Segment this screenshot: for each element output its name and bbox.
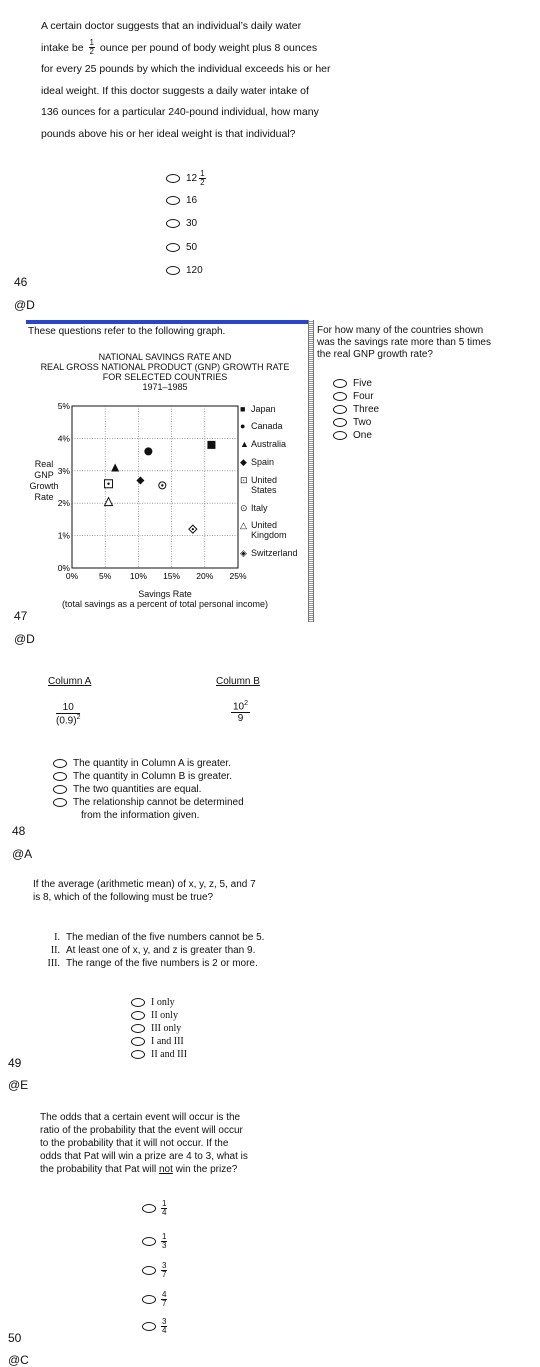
answer-key: @A — [12, 847, 33, 861]
fraction-half: $\frac{1}{2}$ — [200, 169, 205, 187]
chart-title-line: 1971–1985 — [142, 382, 188, 392]
answer-option[interactable] — [131, 1035, 187, 1048]
stem-line: to the probability that it will not occur. If the — [40, 1138, 229, 1149]
data-point — [207, 441, 215, 449]
option-label: The quantity in Column B is greater. — [73, 771, 232, 782]
stem-line: The odds that a certain event will occur is the — [40, 1112, 241, 1123]
answer-key: @D — [14, 298, 35, 312]
data-point-center — [192, 528, 194, 530]
question-48-stem — [33, 878, 256, 904]
option-label: I only — [151, 997, 175, 1008]
radio-icon[interactable] — [142, 1204, 156, 1213]
legend-symbol-icon: ◆ — [240, 457, 247, 467]
x-tick-label: 5% — [99, 571, 112, 581]
legend-label-line: United — [251, 475, 278, 485]
radio-icon[interactable] — [131, 998, 145, 1007]
option-label: Five — [353, 378, 372, 389]
legend-label-line: Spain — [251, 457, 275, 467]
denominator: $(0.9)^2$ — [56, 714, 81, 727]
denominator: 9 — [237, 713, 244, 725]
option-fraction: $\frac{1}{3}$ — [162, 1232, 167, 1250]
data-point — [105, 498, 113, 506]
answer-option[interactable] — [142, 1262, 169, 1279]
radio-icon[interactable] — [131, 1024, 145, 1033]
y-tick-label: 4% — [57, 433, 70, 444]
question-number: 46 — [14, 275, 28, 289]
question-number: 48 — [12, 824, 26, 838]
scatter-chart — [50, 400, 250, 582]
radio-icon[interactable] — [166, 196, 180, 205]
plot-frame — [72, 406, 238, 568]
answer-option[interactable] — [131, 996, 187, 1009]
legend-symbol-icon: ● — [240, 421, 246, 431]
radio-icon[interactable] — [131, 1050, 145, 1059]
legend-label — [251, 439, 286, 449]
legend-label — [251, 475, 277, 495]
radio-icon[interactable] — [53, 798, 67, 807]
chart-title — [20, 352, 310, 392]
x-tick-label: 10% — [129, 571, 147, 581]
stem-line: If the average (arithmetic mean) of x, y, z, 5, and 7 — [33, 879, 256, 890]
statement: I. The median of the five numbers cannot be 5. — [54, 932, 265, 943]
data-point-center — [161, 484, 163, 486]
legend-symbol-icon: ◈ — [240, 548, 247, 558]
x-axis-label — [20, 589, 310, 609]
legend-symbol-icon: ⊡ — [240, 475, 248, 485]
option-label: 50 — [186, 242, 198, 253]
stem-line: the real GNP growth rate? — [317, 349, 433, 360]
question-number: 47 — [14, 609, 28, 623]
answer-option[interactable] — [131, 1048, 187, 1061]
radio-icon[interactable] — [166, 174, 180, 183]
stem-line: pounds above his or her ideal weight is that individual? — [41, 127, 296, 140]
legend-entry — [240, 503, 268, 513]
stem-line: A certain doctor suggests that an individual’s daily water — [41, 20, 302, 32]
answer-option[interactable] — [166, 170, 208, 187]
y-label-line: Rate — [34, 492, 54, 502]
option-label: Four — [353, 391, 374, 402]
legend-symbol-icon: ▲ — [240, 439, 249, 449]
answer-option[interactable] — [333, 429, 379, 442]
legend-label-line: Italy — [251, 503, 268, 513]
answer-option[interactable] — [333, 403, 379, 416]
legend-symbol-icon: ■ — [240, 404, 246, 414]
data-point — [111, 464, 119, 472]
question-number: 49 — [8, 1056, 22, 1070]
data-point — [136, 477, 144, 485]
question-45-stem — [41, 16, 401, 145]
legend-label-line: United — [251, 520, 278, 530]
statement: III. The range of the five numbers is 2 or more. — [47, 958, 258, 969]
answer-option[interactable] — [142, 1291, 169, 1308]
stem-line: 136 ounces for a particular 240-pound individual, how many — [41, 106, 319, 118]
legend-entry — [240, 520, 287, 540]
stem-line: ideal weight. If this doctor suggests a daily water intake of — [41, 84, 309, 97]
stem-line: was the savings rate more than 5 times — [317, 337, 491, 348]
option-label: I and III — [151, 1036, 184, 1047]
question-number: 50 — [8, 1331, 22, 1345]
radio-icon[interactable] — [142, 1295, 156, 1304]
question-48-options — [131, 996, 187, 1061]
answer-key: @E — [8, 1078, 29, 1092]
radio-icon[interactable] — [166, 266, 180, 275]
answer-option[interactable] — [142, 1233, 169, 1250]
answer-option[interactable] — [53, 770, 244, 783]
answer-option[interactable] — [131, 1022, 187, 1035]
legend-label-line: Australia — [251, 439, 287, 449]
data-point-center — [107, 483, 109, 485]
answer-option[interactable] — [53, 783, 244, 796]
question-47-options — [53, 757, 244, 822]
y-label-line: GNP — [34, 470, 54, 480]
answer-option[interactable] — [166, 218, 197, 229]
answer-option[interactable] — [142, 1200, 169, 1217]
radio-icon[interactable] — [333, 431, 347, 440]
question-46-stem — [317, 325, 537, 361]
stem-line: ratio of the probability that the event will occur — [40, 1125, 243, 1136]
stem-line: odds that Pat will win a prize are 4 to 3, what is — [40, 1151, 248, 1162]
chart-title-line: REAL GROSS NATIONAL PRODUCT (GNP) GROWTH RATE — [40, 362, 290, 372]
stem-line: for every 25 pounds by which the individual exceeds his or her — [41, 63, 331, 75]
column-b-header: Column B — [216, 676, 260, 687]
legend-label — [251, 421, 283, 431]
radio-icon[interactable] — [333, 379, 347, 388]
question-48-statements — [38, 931, 264, 970]
legend-label — [251, 548, 298, 558]
legend-label-line: Switzerland — [251, 548, 298, 558]
y-tick-label: 5% — [57, 401, 70, 411]
answer-option[interactable] — [166, 242, 197, 253]
column-b-quantity — [231, 700, 250, 724]
y-tick-label: 0% — [57, 563, 70, 573]
legend-label-line: Japan — [251, 404, 276, 414]
radio-icon[interactable] — [131, 1011, 145, 1020]
radio-icon[interactable] — [53, 785, 67, 794]
option-label: 16 — [186, 195, 198, 206]
option-fraction: $\frac{3}{4}$ — [162, 1317, 167, 1335]
answer-key: @C — [8, 1353, 29, 1367]
legend-label — [251, 520, 287, 540]
statement: II. At least one of x, y, and z is greater than 9. — [50, 945, 256, 956]
graph-intro: These questions refer to the following graph. — [28, 326, 226, 337]
stem-line: is 8, which of the following must be true? — [33, 892, 214, 903]
panel-top-bar — [26, 320, 311, 324]
option-label: The quantity in Column A is greater. — [73, 758, 231, 769]
answer-option[interactable] — [53, 796, 244, 809]
chart-title-line: FOR SELECTED COUNTRIES — [102, 372, 228, 382]
legend-label — [251, 457, 274, 467]
legend-label-line: States — [251, 485, 277, 495]
radio-icon[interactable] — [142, 1322, 156, 1331]
column-a-header: Column A — [48, 676, 92, 687]
answer-option[interactable] — [166, 265, 203, 276]
answer-option[interactable] — [131, 1009, 187, 1022]
option-fraction: $\frac{3}{7}$ — [162, 1261, 167, 1279]
radio-icon[interactable] — [142, 1266, 156, 1275]
x-tick-label: 25% — [229, 571, 247, 581]
y-label-line: Real — [34, 459, 54, 469]
fraction-half: $\frac{1}{2}$ — [89, 38, 94, 57]
option-label: Three — [353, 404, 380, 415]
answer-option[interactable] — [333, 390, 379, 403]
question-49-stem — [40, 1111, 248, 1176]
legend-entry — [240, 404, 276, 414]
stem-line: For how many of the countries shown — [317, 325, 484, 336]
option-label-continued: from the information given. — [81, 810, 200, 821]
option-label: One — [353, 430, 372, 441]
numerator: 10 — [56, 702, 80, 714]
x-label-line: (total savings as a percent of total personal income) — [61, 599, 269, 609]
answer-option[interactable] — [53, 757, 244, 770]
option-label: 30 — [186, 218, 198, 229]
legend-label — [251, 503, 268, 513]
y-tick-label: 1% — [57, 530, 70, 541]
radio-icon[interactable] — [333, 392, 347, 401]
legend-symbol-icon: △ — [240, 520, 247, 530]
radio-icon[interactable] — [53, 772, 67, 781]
legend-label-line: Canada — [251, 421, 283, 431]
x-tick-label: 0% — [65, 571, 79, 581]
answer-option[interactable] — [142, 1318, 169, 1335]
y-tick-label: 3% — [57, 465, 70, 476]
chart-title-line: NATIONAL SAVINGS RATE AND — [98, 352, 232, 362]
legend-entry — [240, 439, 286, 449]
radio-icon[interactable] — [53, 759, 67, 768]
radio-icon[interactable] — [166, 243, 180, 252]
legend-entry — [240, 457, 274, 467]
legend-entry — [240, 421, 283, 431]
answer-option[interactable] — [333, 416, 379, 429]
option-label: The relationship cannot be determined — [73, 797, 244, 808]
legend-label — [251, 404, 276, 414]
option-label: 12 — [186, 173, 198, 184]
stem-line: intake be $\frac{1}{2}$ ounce per pound of body weight plus 8 ounces — [41, 38, 318, 57]
numerator: $10^2$ — [233, 700, 249, 713]
column-a-quantity — [56, 702, 80, 726]
y-tick-label: 2% — [57, 498, 70, 509]
answer-option[interactable] — [333, 377, 379, 390]
radio-icon[interactable] — [333, 418, 347, 427]
answer-option[interactable] — [166, 195, 197, 206]
question-46-options — [333, 377, 379, 442]
y-label-line: Growth — [29, 481, 59, 491]
option-label: The two quantities are equal. — [73, 784, 202, 795]
legend-symbol-icon: ⊙ — [240, 503, 248, 513]
radio-icon[interactable] — [333, 405, 347, 414]
stem-line: the probability that Pat will not win the prize? — [40, 1164, 238, 1175]
option-fraction: $\frac{4}{7}$ — [162, 1290, 167, 1308]
radio-icon[interactable] — [131, 1037, 145, 1046]
option-fraction: $\frac{1}{4}$ — [162, 1199, 167, 1217]
option-label: II only — [151, 1010, 178, 1021]
legend-entry — [240, 548, 298, 558]
data-point — [144, 447, 152, 455]
x-tick-label: 15% — [163, 571, 181, 581]
option-label: 120 — [186, 265, 203, 276]
answer-key: @D — [14, 632, 35, 646]
x-label-line: Savings Rate — [138, 589, 192, 599]
legend-label-line: Kingdom — [251, 530, 287, 540]
option-label: II and III — [151, 1049, 188, 1060]
option-label: III only — [151, 1023, 182, 1034]
option-label: Two — [353, 417, 372, 428]
radio-icon[interactable] — [166, 219, 180, 228]
chart-legend — [240, 400, 308, 570]
x-tick-label: 20% — [196, 571, 214, 581]
radio-icon[interactable] — [142, 1237, 156, 1246]
legend-entry — [240, 475, 277, 495]
